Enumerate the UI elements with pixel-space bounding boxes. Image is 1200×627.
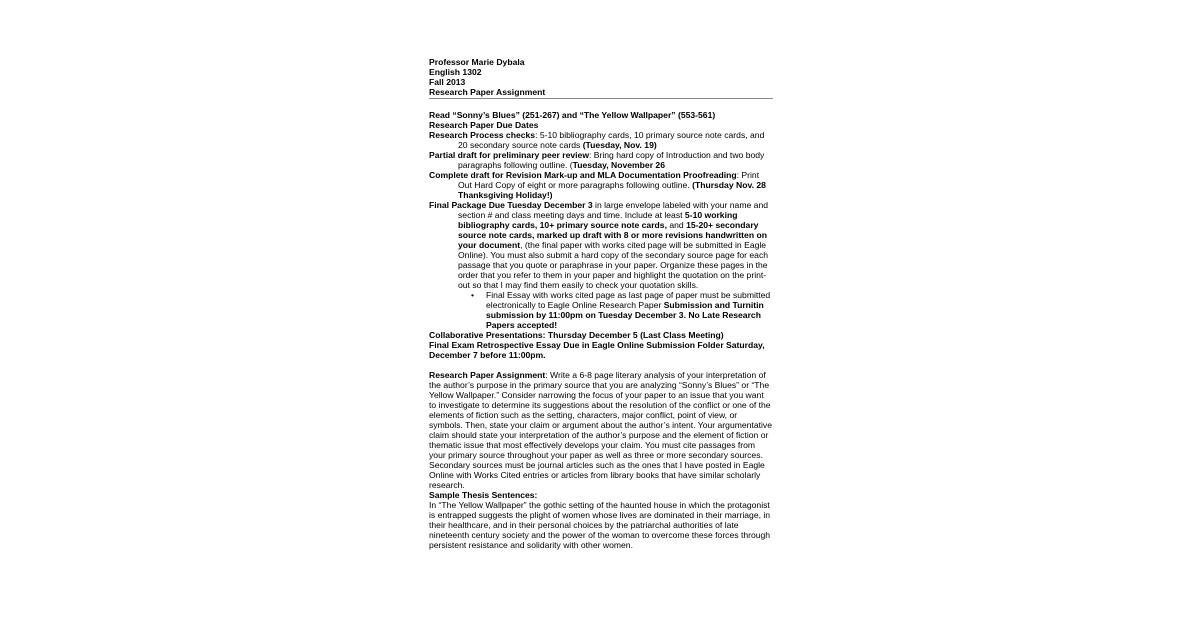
checks-date: (Tuesday, Nov. 19) (582, 140, 657, 150)
complete-date: (Thursday Nov. 28 Thanksgiving Holiday!) (458, 180, 766, 200)
bullet-text: Final Essay with works cited page as last page of paper must be submitted electronically to Eagle Online Research Paper (486, 290, 771, 310)
partial-date: Tuesday, November 26 (572, 160, 665, 170)
bullet-icon: • (471, 290, 475, 300)
final-package-entry (429, 200, 773, 290)
submission-bullet (429, 290, 773, 330)
assignment-paragraph (429, 370, 773, 490)
final-text-2: and (666, 220, 687, 230)
document-title: Research Paper Assignment (429, 87, 546, 97)
header-divider (429, 98, 773, 99)
reading-assignment: Read “Sonny’s Blues” (251-267) and “The Yellow Wallpaper” (553-561) (429, 110, 716, 120)
final-text-3: , (the final paper with works cited page will be submitted in Eagle Online). You must also submit a hard copy of the secondary source page for each passage that you quote or paraphrase in your paper. Organize these pages in the order that you refer to them in your paper and highlight the quotation on the print-out so that I may find them easily to check your quotation skills. (458, 240, 769, 290)
thesis-heading: Sample Thesis Sentences: (429, 490, 538, 500)
complete-text: : Print Out Hard Copy of eight or more paragraphs following outline. (458, 170, 760, 190)
document-header (429, 57, 773, 97)
partial-text: : Bring hard copy of Introduction and two body paragraphs following outline. ( (458, 150, 765, 170)
course-name: English 1302 (429, 67, 482, 77)
complete-draft-entry (429, 170, 773, 200)
checks-label: Research Process checks (429, 130, 536, 140)
final-bold-2: 15-20+ secondary source note cards, marked up draft with 8 or more revisions handwritten on your document (458, 220, 767, 250)
partial-label: Partial draft for preliminary peer review (429, 150, 589, 160)
assignment-text: : Write a 6-8 page literary analysis of your interpretation of the author’s purpose in the primary source that you are analyzing “Sonny’s Blues” or “The Yellow Wallpaper.” Consider narrowing the focus of your paper to an issue that you want to investigate to determine its suggestions about the resolution of the conflict or one of the elements of fiction such as the setting, characters, major conflict, point of view, or symbols. Then, state your claim or argument about the author’s intent. Your argumentative claim should state your interpretation of the author’s purpose and the element of fiction or thematic issue that most effectively develops your claim. You must cite passages from your primary source throughout your paper as well as three or more secondary sources. Secondary sources must be journal articles such as the ones that I have posted in Eagle Online with Works Cited entries or articles from library books that have similar scholarly research. (429, 370, 772, 490)
final-label: Final Package Due Tuesday December 3 (429, 200, 593, 210)
thesis-text: In “The Yellow Wallpaper” the gothic setting of the haunted house in which the protagonist is entrapped suggests the plight of women whose lives are dominated in their marriage, in their healthcare, and in their personal choices by the patriarchal authorities of late nineteenth century society and the power of the woman to overcome these forces through persistent resistance and solidarity with other women. (429, 500, 771, 550)
complete-label: Complete draft for Revision Mark-up and MLA Documentation Proofreading (429, 170, 737, 180)
due-dates-heading: Research Paper Due Dates (429, 120, 539, 130)
final-exam: Final Exam Retrospective Essay Due in Eagle Online Submission Folder Saturday, December 7 before 11:00pm. (429, 340, 765, 360)
section-gap (429, 360, 773, 370)
final-bold-1: 5-10 working bibliography cards, 10+ primary source note cards, (458, 210, 738, 230)
final-text-1: in large envelope labeled with your name and section # and class meeting days and time. Include at least (458, 200, 769, 220)
bullet-bold: Submission and Turnitin submission by 11:00pm on Tuesday December 3. No Late Research Papers accepted! (486, 300, 764, 330)
partial-draft-entry (429, 150, 773, 170)
research-checks-entry (429, 130, 773, 150)
term: Fall 2013 (429, 77, 466, 87)
collaborative-presentations: Collaborative Presentations: Thursday December 5 (Last Class Meeting) (429, 330, 724, 340)
checks-text: : 5-10 bibliography cards, 10 primary source note cards, and 20 secondary source note cards (458, 130, 765, 150)
professor-name: Professor Marie Dybala (429, 57, 525, 67)
document-page (429, 57, 773, 550)
assignment-label: Research Paper Assignment (429, 370, 546, 380)
